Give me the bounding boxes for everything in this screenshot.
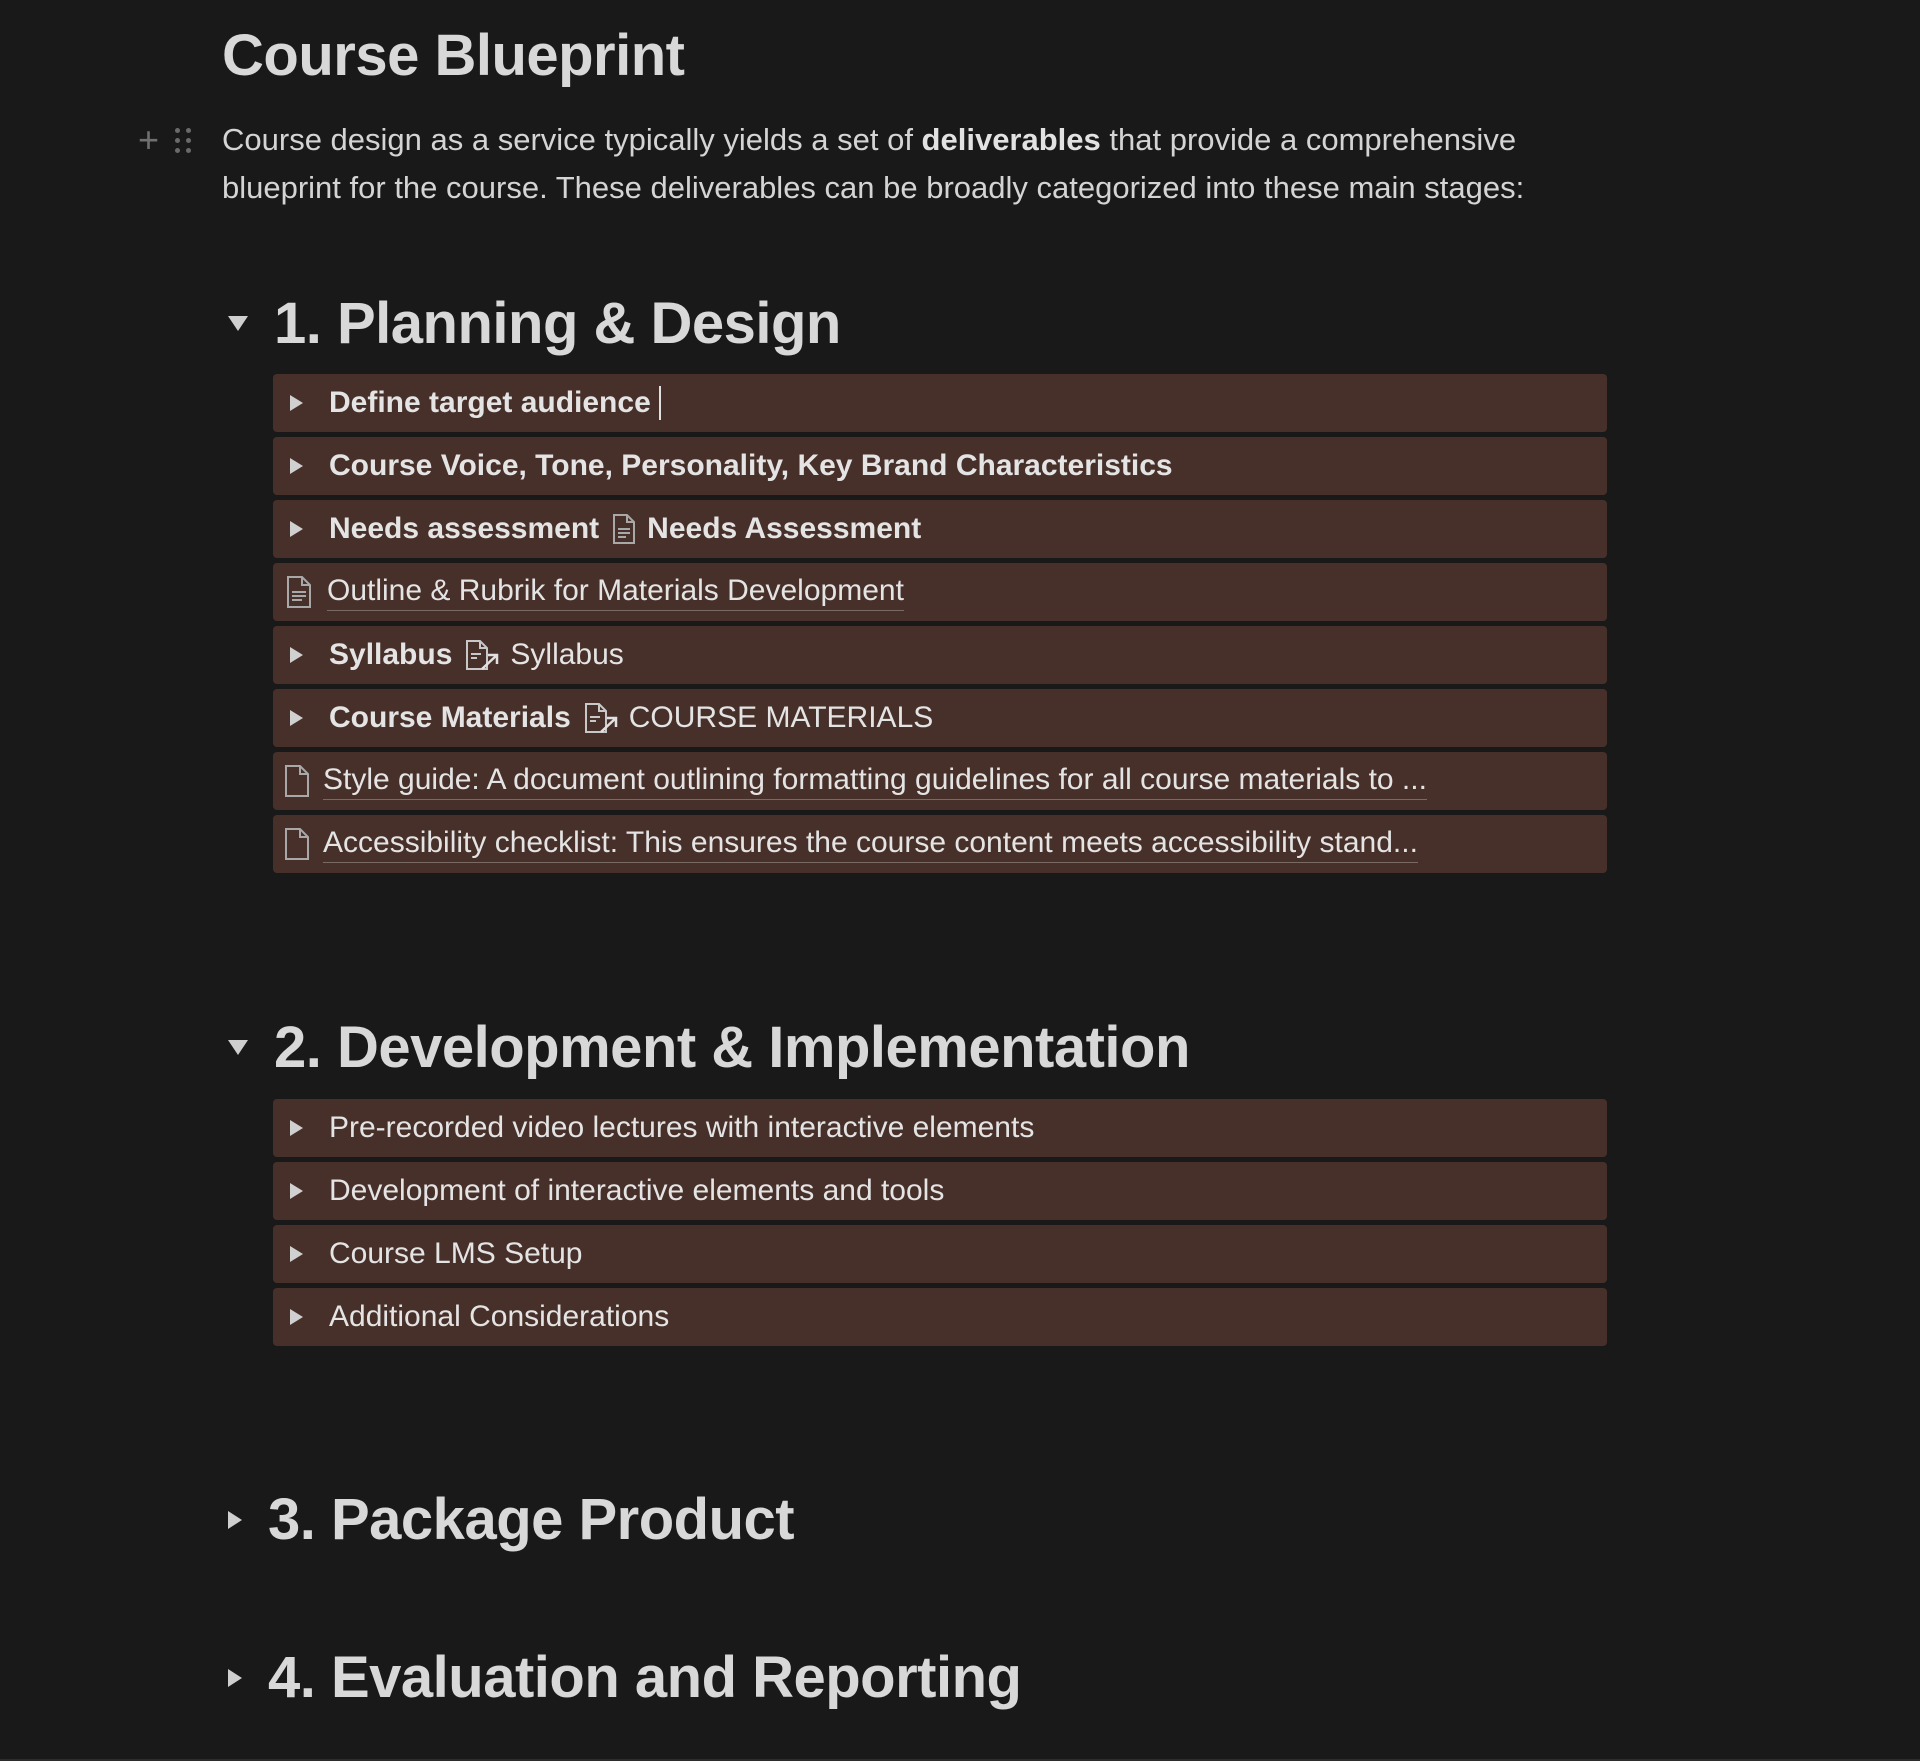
item-label: Development of interactive elements and tools [329, 1174, 945, 1207]
item-label: Course Voice, Tone, Personality, Key Brand Characteristics [329, 449, 1173, 482]
item-label: Outline & Rubrik for Materials Development [327, 574, 904, 611]
planning-items [273, 374, 1607, 878]
page-item-accessibility[interactable] [273, 815, 1607, 873]
item-label: Needs assessment [329, 512, 600, 545]
page-icon [611, 513, 637, 545]
text-cursor [659, 386, 661, 420]
section-title: 4. Evaluation and Reporting [268, 1645, 1022, 1710]
drag-handle-icon[interactable] [175, 128, 191, 153]
page-item-outline-rubrik[interactable] [273, 563, 1607, 621]
toggle-item-course-materials[interactable] [273, 689, 1607, 747]
item-label: Course Materials [329, 701, 571, 734]
toggle-item-lms-setup[interactable] [273, 1225, 1607, 1283]
toggle-item-additional[interactable] [273, 1288, 1607, 1346]
item-label: Additional Considerations [329, 1300, 670, 1333]
page-title[interactable]: Course Blueprint [222, 23, 685, 88]
toggle-collapsed-icon[interactable] [290, 458, 303, 474]
section-title: 1. Planning & Design [274, 291, 841, 356]
section-heading-planning[interactable] [228, 290, 841, 357]
item-label: Define target audience [329, 386, 651, 419]
section-heading-evaluation[interactable] [228, 1644, 1021, 1711]
toggle-collapsed-icon[interactable] [290, 1183, 303, 1199]
page-icon [283, 764, 311, 798]
item-label: Course LMS Setup [329, 1237, 583, 1270]
toggle-item-target-audience[interactable] [273, 374, 1607, 432]
intro-bold-text: deliverables [921, 122, 1101, 157]
section-title: 3. Package Product [268, 1487, 795, 1552]
toggle-item-interactive-tools[interactable] [273, 1162, 1607, 1220]
item-label: Pre-recorded video lectures with interactive elements [329, 1111, 1035, 1144]
toggle-collapsed-icon[interactable] [290, 647, 303, 663]
toggle-collapsed-icon[interactable] [290, 395, 303, 411]
toggle-item-video-lectures[interactable] [273, 1099, 1607, 1157]
page-link-icon [583, 702, 619, 734]
page-link-course-materials[interactable]: COURSE MATERIALS [628, 701, 934, 734]
toggle-collapsed-icon[interactable] [290, 1246, 303, 1262]
toggle-collapsed-icon[interactable] [290, 1120, 303, 1136]
toggle-expanded-icon[interactable] [228, 316, 248, 331]
page-icon [283, 827, 311, 861]
item-label: Accessibility checklist: This ensures the course content meets accessibility stand... [323, 826, 1418, 863]
page-text-icon [285, 575, 313, 609]
page-link-needs-assessment[interactable]: Needs Assessment [647, 512, 922, 545]
toggle-collapsed-icon[interactable] [228, 1511, 242, 1529]
item-label: Style guide: A document outlining formatting guidelines for all course materials to ... [323, 763, 1427, 800]
page-link-syllabus[interactable]: Syllabus [510, 638, 624, 671]
intro-text-end: that provide a comprehensive blueprint for the course. These deliverables can be broadly categorized into these main stages: [222, 122, 1525, 205]
page-item-style-guide[interactable] [273, 752, 1607, 810]
toggle-expanded-icon[interactable] [228, 1040, 248, 1055]
intro-paragraph[interactable] [222, 116, 1612, 212]
add-block-icon[interactable]: + [138, 119, 160, 160]
item-label: Syllabus [329, 638, 453, 671]
block-handle [138, 120, 208, 160]
intro-text-start: Course design as a service typically yields a set of [222, 122, 922, 157]
toggle-collapsed-icon[interactable] [228, 1669, 242, 1687]
toggle-item-course-voice[interactable] [273, 437, 1607, 495]
toggle-collapsed-icon[interactable] [290, 1309, 303, 1325]
page-link-icon [464, 639, 500, 671]
section-heading-development[interactable] [228, 1014, 1190, 1081]
development-items [273, 1099, 1607, 1351]
section-title: 2. Development & Implementation [274, 1015, 1190, 1080]
toggle-item-syllabus[interactable] [273, 626, 1607, 684]
toggle-collapsed-icon[interactable] [290, 710, 303, 726]
toggle-item-needs-assessment[interactable] [273, 500, 1607, 558]
section-heading-package[interactable] [228, 1486, 794, 1553]
toggle-collapsed-icon[interactable] [290, 521, 303, 537]
